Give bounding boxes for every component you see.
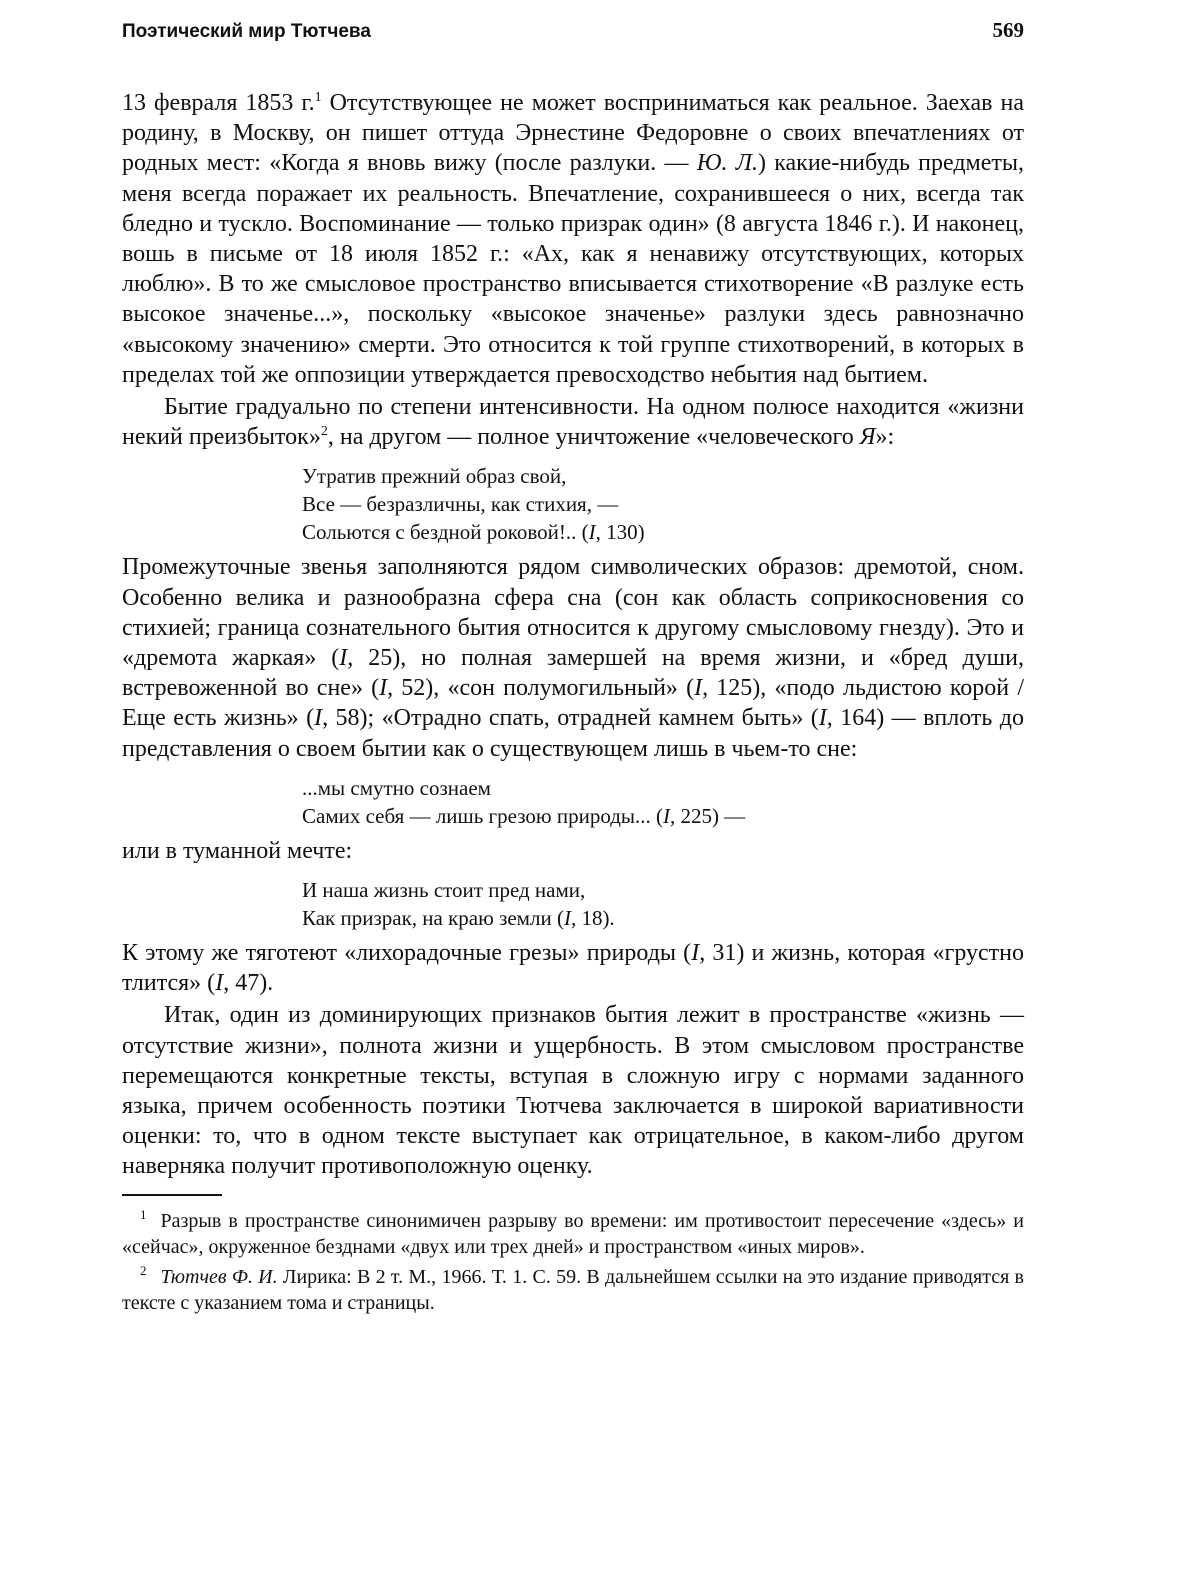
- volume-ref: I: [339, 645, 348, 672]
- text-run: , 225) —: [670, 803, 746, 828]
- volume-ref: I: [215, 970, 224, 997]
- text-run: , 130): [595, 520, 645, 545]
- verse-line: [302, 904, 1024, 932]
- footnote-1: [122, 1208, 1024, 1260]
- main-text: [122, 88, 1024, 1320]
- text-run: Сольются с бездной роковой!.. (: [302, 520, 589, 545]
- text-run: 13 февраля 1853 г.: [122, 90, 315, 116]
- text-run: К этому же тяготеют «лихорадочные грезы» природы (: [122, 940, 692, 967]
- text-run: , 25), но полная замершей на время жизни, и «бред души, встревоженной во сне» (: [122, 645, 1024, 702]
- text-run: , на другом — полное уничтожение «человеческого: [327, 424, 860, 451]
- verse-line: [302, 518, 1024, 546]
- footnote-ref-1[interactable]: 1: [314, 90, 322, 105]
- footnote-text: Лирика: В 2 т. М., 1966. Т. 1. С. 59. В дальнейшем ссылки на это издание приводятся в тексте с указанием тома и страницы.: [122, 1265, 1024, 1314]
- footnote-ref-2[interactable]: 2: [320, 424, 328, 440]
- text-run: , 164) — вплоть до представления о своем бытии как о существующем лишь в чьем-то сне:: [122, 705, 1024, 762]
- text-run: , 125), «подо льдистою корой / Еще есть жизнь» (: [122, 675, 1024, 732]
- verse-quote-3: [302, 876, 1024, 932]
- text-run: Самих себя — лишь грезою природы... (: [302, 803, 663, 828]
- volume-ref: I: [694, 675, 703, 702]
- verse-line: [302, 802, 1024, 830]
- text-run: , 18).: [570, 906, 615, 931]
- citation-author: Тютчев Ф. И.: [160, 1265, 278, 1288]
- page-number: 569: [992, 18, 1024, 42]
- volume-ref: I: [563, 906, 571, 931]
- volume-ref: I: [588, 520, 596, 545]
- verse-line: И наша жизнь стоит пред нами,: [302, 878, 586, 903]
- paragraph-2: [122, 392, 1024, 452]
- text-run: ) какие-нибудь предметы, меня всегда поражает их реальность. Впечатление, сохранившееся о них, всегда так бледно и тускло. Воспоминание — только призрак один» (8 августа 1846 г.). И наконец, вошь в письме от 18 июля 1852 г.: «Ах, как я ненавижу отсутствующих, которых люблю». В то же смысловое пространство вписывается стихотворение «В разлуке есть высокое значенье...», поскольку «высокое значенье» разлуки здесь равнозначно «высокому значению» смерти. Это относится к той группе стихотворений, в которых в пределах той же оппозиции утверждается превосходство небытия над бытием.: [122, 150, 1025, 388]
- author-initials: Ю. Л.: [696, 150, 758, 177]
- footnote-divider: [122, 1194, 222, 1196]
- paragraph-3: [122, 552, 1024, 763]
- volume-ref: I: [663, 803, 670, 828]
- volume-ref: I: [314, 705, 323, 732]
- verse-line: Все — безразличны, как стихия, —: [302, 492, 619, 517]
- verse-quote-1: [302, 462, 1024, 546]
- paragraph-6: Итак, один из доминирующих признаков бытия лежит в пространстве «жизнь — отсутствие жизни», полнота жизни и ущербность. В этом смысловом пространстве перемещаются конкретные тексты, вступая в сложную игру с нормами заданного языка, причем особенность поэтики Тютчева заключается в широкой вариативности оценки: то, что в одном тексте выступает как отрицательное, в каком-либо другом наверняка получит противоположную оценку.: [122, 1002, 1024, 1180]
- footnote-text: Разрыв в пространстве синонимичен разрыву во времени: им противостоит пересечение «здесь» и «сейчас», окруженное безднами «двух или трех дней» и пространством «иных миров».: [122, 1209, 1024, 1258]
- text-run: Промежуточные звенья заполняются рядом символических образов: дремотой, сном. Особенно велика и разнообразна сфера сна (сон как область соприкосновения со стихией; граница сознательного бытия относится к другому смысловому гнезду). Это и «дремота жаркая» (: [122, 554, 1024, 672]
- verse-quote-2: [302, 774, 1024, 830]
- text-run: Бытие градуально по степени интенсивности. На одном полюсе находится «жизни некий преизбыток»: [122, 394, 1024, 451]
- text-run: , 31) и жизнь, которая «грустно тлится» (: [122, 940, 1025, 997]
- footnote-number: 2: [140, 1263, 147, 1279]
- volume-ref: I: [818, 705, 827, 732]
- paragraph-1: [122, 88, 1024, 390]
- footnote-number: 1: [140, 1207, 147, 1223]
- footnote-2: [122, 1264, 1024, 1316]
- text-run: »:: [875, 424, 895, 451]
- volume-ref: I: [691, 940, 700, 967]
- text-run: Отсутствующее не может восприниматься как реальное. Заехав на родину, в Москву, он пишет оттуда Эрнестине Федоровне о своих впечатлениях от родных мест: «Когда я вновь вижу (после разлуки. —: [122, 90, 1024, 177]
- verse-line: Утратив прежний образ свой,: [302, 464, 567, 489]
- running-header: [122, 18, 1024, 50]
- text-run: , 52), «сон полумогильный» (: [387, 675, 695, 702]
- text-run: , 47).: [223, 970, 274, 997]
- text-run: Как призрак, на краю земли (: [302, 906, 564, 931]
- volume-ref: I: [379, 675, 388, 702]
- paragraph-5: [122, 938, 1024, 998]
- paragraph-4: или в туманной мечте:: [122, 837, 353, 864]
- verse-line: ...мы смутно сознаем: [302, 775, 491, 800]
- running-title: Поэтический мир Тютчева: [122, 21, 371, 42]
- italic-text: Я: [859, 424, 876, 451]
- text-run: , 58); «Отрадно спать, отрадней камнем быть» (: [322, 705, 819, 732]
